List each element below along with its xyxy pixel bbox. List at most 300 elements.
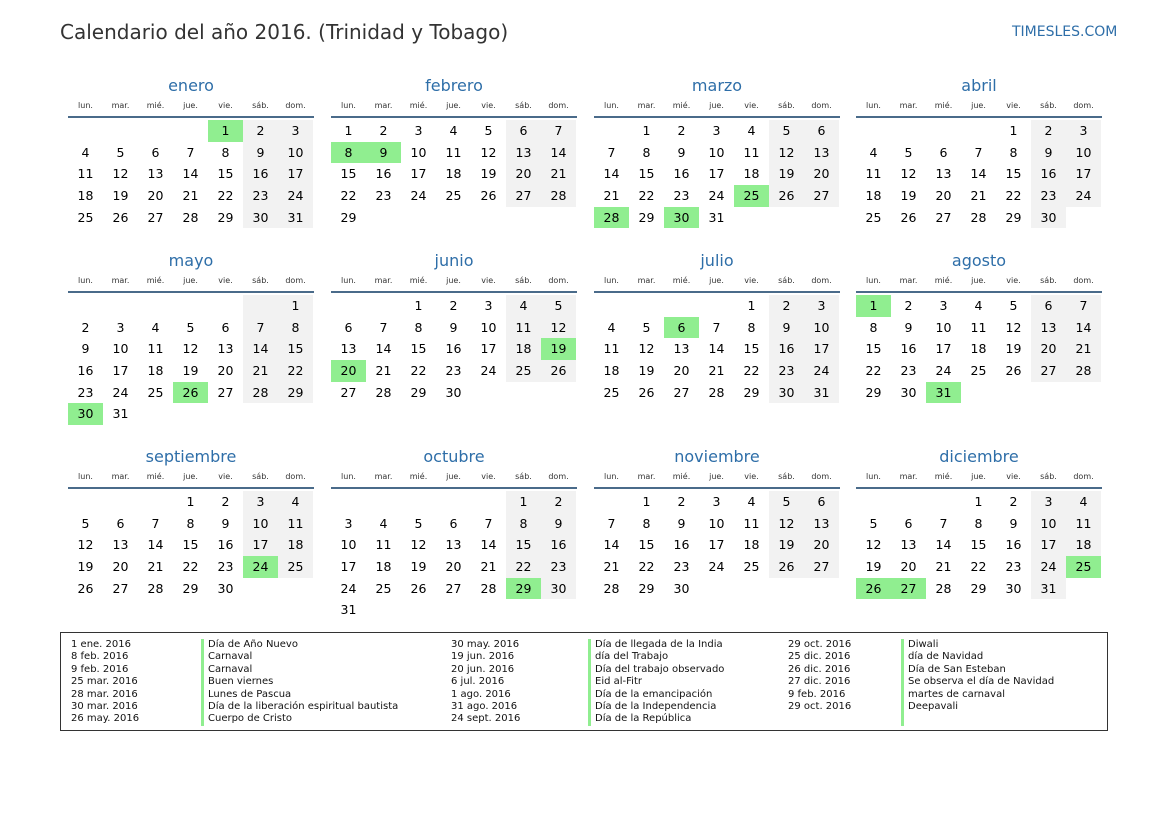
weekday-label: vie. bbox=[218, 276, 233, 285]
weekday-label: mié. bbox=[934, 472, 953, 481]
day-cell: 16 bbox=[243, 163, 278, 185]
day-cell: 8 bbox=[414, 319, 423, 335]
day-cell: 5 bbox=[769, 120, 804, 142]
legend-entry: Día de llegada de la India bbox=[595, 639, 723, 650]
day-cell: 8 bbox=[506, 513, 541, 535]
day-cell: 30 bbox=[243, 207, 278, 229]
day-cell: 9 bbox=[81, 341, 90, 357]
day-cell: 16 bbox=[445, 341, 462, 357]
legend-entry: 27 dic. 2016 bbox=[788, 676, 851, 688]
day-cell: 18 bbox=[603, 363, 620, 379]
day-cell: 3 bbox=[712, 123, 721, 138]
day-cell: 11 bbox=[603, 341, 620, 357]
day-cell: 24 bbox=[804, 360, 839, 382]
empty-cell bbox=[68, 120, 103, 142]
weekday-label: lun. bbox=[866, 472, 881, 481]
weekday-header bbox=[856, 471, 1102, 489]
day-cell: 29 bbox=[970, 580, 987, 596]
legend-entry: Carnaval bbox=[208, 651, 253, 663]
day-cell: 6 bbox=[449, 515, 458, 531]
day-cell: 29 bbox=[410, 384, 427, 400]
month-julio bbox=[594, 247, 840, 403]
day-cell: 27 bbox=[445, 580, 462, 596]
day-cell: 30 bbox=[445, 384, 462, 400]
day-cell: 11 bbox=[506, 317, 541, 339]
day-cell: 24 bbox=[278, 185, 313, 207]
day-cell: 27 bbox=[112, 580, 129, 596]
day-cell: 2 bbox=[904, 298, 913, 313]
empty-cell bbox=[594, 295, 629, 317]
day-cell: 25 bbox=[278, 556, 313, 578]
empty-cell bbox=[699, 295, 734, 317]
weekday-label: lun. bbox=[341, 101, 356, 110]
day-cell: 30 bbox=[1031, 207, 1066, 229]
weekday-label: mié. bbox=[409, 472, 428, 481]
empty-cell bbox=[243, 295, 278, 317]
weekday-label: lun. bbox=[866, 101, 881, 110]
day-cell: 19 bbox=[410, 559, 427, 575]
empty-cell bbox=[594, 120, 629, 142]
day-cell: 5 bbox=[1009, 298, 1018, 313]
day-cell: 24 bbox=[1066, 185, 1101, 207]
month-marzo bbox=[594, 72, 840, 228]
day-cell: 31 bbox=[340, 602, 357, 618]
day-cell: 12 bbox=[112, 166, 129, 182]
day-cell: 7 bbox=[151, 515, 160, 531]
day-cell: 27 bbox=[935, 209, 952, 225]
day-cell: 6 bbox=[804, 491, 839, 513]
month-noviembre bbox=[594, 443, 840, 599]
day-cell: 10 bbox=[340, 537, 357, 553]
day-cell: 1 bbox=[414, 298, 423, 313]
day-cell: 3 bbox=[116, 319, 125, 335]
weekday-label: mié. bbox=[409, 276, 428, 285]
legend-dates-2 bbox=[451, 639, 520, 726]
weekday-label: sáb. bbox=[252, 101, 269, 110]
weekday-label: vie. bbox=[481, 276, 496, 285]
day-cell: 8 bbox=[1009, 144, 1018, 160]
day-cell: 25 bbox=[375, 580, 392, 596]
day-cell: 20 bbox=[112, 559, 129, 575]
weekday-label: sáb. bbox=[778, 276, 795, 285]
day-cell: 2 bbox=[677, 123, 686, 138]
day-cell: 11 bbox=[77, 166, 94, 182]
day-cell: 18 bbox=[77, 188, 94, 204]
day-cell: 10 bbox=[708, 144, 725, 160]
day-cell: 4 bbox=[974, 298, 983, 313]
holiday-day: 19 bbox=[541, 338, 576, 360]
day-cell: 23 bbox=[375, 188, 392, 204]
weekday-label: mar. bbox=[899, 276, 918, 285]
empty-cell bbox=[664, 295, 699, 317]
day-cell: 21 bbox=[541, 163, 576, 185]
legend-entry: Día de la liberación espiritual bautista bbox=[208, 700, 399, 712]
day-cell: 5 bbox=[81, 515, 90, 531]
day-cell: 1 bbox=[506, 491, 541, 513]
weekday-label: vie. bbox=[744, 101, 759, 110]
day-cell: 10 bbox=[1031, 513, 1066, 535]
day-cell: 18 bbox=[1066, 534, 1101, 556]
weekday-label: mar. bbox=[637, 101, 656, 110]
weekday-label: jue. bbox=[709, 276, 724, 285]
weekday-label: vie. bbox=[1006, 276, 1021, 285]
day-cell: 8 bbox=[186, 515, 195, 531]
legend-dates-3 bbox=[788, 639, 851, 713]
day-cell: 4 bbox=[869, 144, 878, 160]
day-grid bbox=[331, 295, 577, 403]
empty-cell bbox=[103, 120, 138, 142]
legend-entry: 31 ago. 2016 bbox=[451, 700, 518, 712]
day-cell: 11 bbox=[278, 513, 313, 535]
day-cell: 21 bbox=[375, 363, 392, 379]
legend-entry: 26 may. 2016 bbox=[71, 713, 140, 725]
empty-cell bbox=[138, 120, 173, 142]
legend-entry: 25 dic. 2016 bbox=[788, 651, 851, 663]
month-name: noviembre bbox=[674, 447, 760, 466]
weekday-label: lun. bbox=[604, 276, 619, 285]
day-cell: 19 bbox=[865, 559, 882, 575]
month-septiembre bbox=[68, 443, 314, 599]
empty-cell bbox=[68, 295, 103, 317]
day-cell: 9 bbox=[449, 319, 458, 335]
brand-link[interactable]: TIMESLES.COM bbox=[1012, 24, 1118, 40]
day-cell: 22 bbox=[638, 188, 655, 204]
legend-entry: 29 oct. 2016 bbox=[788, 700, 852, 712]
day-cell: 16 bbox=[673, 166, 690, 182]
day-cell: 27 bbox=[506, 185, 541, 207]
day-cell: 26 bbox=[769, 556, 804, 578]
day-cell: 18 bbox=[147, 363, 164, 379]
weekday-label: vie. bbox=[1006, 101, 1021, 110]
day-cell: 5 bbox=[642, 319, 651, 335]
day-cell: 7 bbox=[607, 144, 616, 160]
day-cell: 18 bbox=[743, 166, 760, 182]
day-cell: 14 bbox=[147, 537, 164, 553]
day-cell: 17 bbox=[112, 363, 129, 379]
day-cell: 27 bbox=[147, 209, 164, 225]
day-cell: 1 bbox=[186, 494, 195, 509]
day-cell: 29 bbox=[182, 580, 199, 596]
day-cell: 12 bbox=[541, 317, 576, 339]
day-cell: 24 bbox=[708, 559, 725, 575]
month-febrero bbox=[331, 72, 577, 228]
day-cell: 7 bbox=[939, 515, 948, 531]
weekday-label: jue. bbox=[446, 276, 461, 285]
day-cell: 15 bbox=[1005, 166, 1022, 182]
day-cell: 1 bbox=[747, 298, 756, 313]
legend-entry: martes de carnaval bbox=[908, 688, 1005, 700]
empty-cell bbox=[138, 295, 173, 317]
legend-entry: Se observa el día de Navidad bbox=[908, 676, 1055, 688]
weekday-label: jue. bbox=[971, 472, 986, 481]
month-name: junio bbox=[434, 251, 474, 270]
legend-entry: 1 ago. 2016 bbox=[451, 688, 511, 700]
day-cell: 14 bbox=[182, 166, 199, 182]
page-title: Calendario del año 2016. (Trinidad y Tobago) bbox=[60, 20, 509, 44]
day-cell: 21 bbox=[147, 559, 164, 575]
month-name: marzo bbox=[691, 76, 743, 95]
day-cell: 2 bbox=[769, 295, 804, 317]
legend-entry: Cuerpo de Cristo bbox=[208, 713, 293, 725]
day-cell: 8 bbox=[747, 319, 756, 335]
day-cell: 5 bbox=[484, 123, 493, 138]
weekday-label: jue. bbox=[971, 276, 986, 285]
holiday-day: 27 bbox=[891, 578, 926, 600]
empty-cell bbox=[891, 491, 926, 513]
day-cell: 16 bbox=[1031, 163, 1066, 185]
day-cell: 22 bbox=[743, 363, 760, 379]
empty-cell bbox=[331, 491, 366, 513]
day-grid bbox=[856, 295, 1102, 403]
empty-cell bbox=[629, 295, 664, 317]
day-cell: 16 bbox=[375, 166, 392, 182]
legend-entry: 9 feb. 2016 bbox=[71, 663, 129, 675]
day-cell: 29 bbox=[638, 209, 655, 225]
holiday-day: 1 bbox=[208, 120, 243, 142]
day-cell: 23 bbox=[900, 363, 917, 379]
day-cell: 15 bbox=[743, 341, 760, 357]
legend-entry: 30 mar. 2016 bbox=[71, 700, 138, 712]
day-cell: 21 bbox=[603, 559, 620, 575]
day-cell: 9 bbox=[904, 319, 913, 335]
day-cell: 9 bbox=[1031, 142, 1066, 164]
weekday-label: dom. bbox=[1073, 472, 1094, 481]
day-cell: 11 bbox=[375, 537, 392, 553]
day-cell: 13 bbox=[900, 537, 917, 553]
day-cell: 3 bbox=[712, 494, 721, 509]
day-cell: 24 bbox=[480, 363, 497, 379]
day-cell: 9 bbox=[677, 144, 686, 160]
weekday-label: jue. bbox=[183, 101, 198, 110]
month-name: enero bbox=[168, 76, 214, 95]
day-cell: 24 bbox=[1031, 556, 1066, 578]
day-cell: 6 bbox=[1031, 295, 1066, 317]
day-cell: 26 bbox=[112, 209, 129, 225]
weekday-label: dom. bbox=[548, 276, 569, 285]
day-cell: 13 bbox=[1031, 317, 1066, 339]
weekday-label: mié. bbox=[934, 276, 953, 285]
holiday-day: 30 bbox=[68, 403, 103, 425]
day-cell: 28 bbox=[708, 384, 725, 400]
day-cell: 2 bbox=[1031, 120, 1066, 142]
day-cell: 27 bbox=[1031, 360, 1066, 382]
legend-divider bbox=[201, 639, 204, 726]
day-cell: 23 bbox=[77, 384, 94, 400]
legend-entry: 6 jul. 2016 bbox=[451, 676, 505, 688]
day-cell: 25 bbox=[970, 363, 987, 379]
day-cell: 29 bbox=[1005, 209, 1022, 225]
day-cell: 26 bbox=[900, 209, 917, 225]
day-cell: 17 bbox=[410, 166, 427, 182]
day-cell: 24 bbox=[410, 188, 427, 204]
legend-entry: 8 feb. 2016 bbox=[71, 651, 129, 663]
day-cell: 14 bbox=[970, 166, 987, 182]
weekday-label: lun. bbox=[78, 101, 93, 110]
day-cell: 17 bbox=[804, 338, 839, 360]
day-cell: 19 bbox=[112, 188, 129, 204]
weekday-label: mié. bbox=[146, 276, 165, 285]
legend-entry: Día de la emancipación bbox=[595, 688, 713, 700]
weekday-label: sáb. bbox=[778, 472, 795, 481]
day-cell: 25 bbox=[445, 188, 462, 204]
legend-entry: 1 ene. 2016 bbox=[71, 639, 131, 650]
day-cell: 28 bbox=[541, 185, 576, 207]
day-cell: 12 bbox=[865, 537, 882, 553]
day-cell: 3 bbox=[278, 120, 313, 142]
day-cell: 18 bbox=[970, 341, 987, 357]
holiday-day: 24 bbox=[243, 556, 278, 578]
day-cell: 28 bbox=[1066, 360, 1101, 382]
day-cell: 1 bbox=[642, 123, 651, 138]
weekday-header bbox=[68, 275, 314, 293]
day-cell: 22 bbox=[506, 556, 541, 578]
weekday-header bbox=[68, 471, 314, 489]
holiday-day: 26 bbox=[173, 382, 208, 404]
day-cell: 17 bbox=[340, 559, 357, 575]
day-cell: 29 bbox=[217, 209, 234, 225]
day-cell: 23 bbox=[769, 360, 804, 382]
day-cell: 14 bbox=[243, 338, 278, 360]
weekday-label: dom. bbox=[811, 276, 832, 285]
day-cell: 15 bbox=[638, 537, 655, 553]
weekday-label: sáb. bbox=[778, 101, 795, 110]
day-cell: 22 bbox=[217, 188, 234, 204]
legend-entry: Día del trabajo observado bbox=[595, 663, 725, 675]
day-cell: 21 bbox=[243, 360, 278, 382]
day-cell: 6 bbox=[904, 515, 913, 531]
day-cell: 7 bbox=[186, 144, 195, 160]
day-cell: 18 bbox=[743, 537, 760, 553]
day-cell: 3 bbox=[1031, 491, 1066, 513]
day-cell: 13 bbox=[340, 341, 357, 357]
day-cell: 7 bbox=[379, 319, 388, 335]
day-cell: 30 bbox=[1005, 580, 1022, 596]
legend-entry: 9 feb. 2016 bbox=[788, 688, 846, 700]
day-cell: 10 bbox=[278, 142, 313, 164]
holiday-day: 31 bbox=[926, 382, 961, 404]
day-cell: 9 bbox=[541, 513, 576, 535]
day-cell: 25 bbox=[743, 559, 760, 575]
weekday-label: dom. bbox=[548, 101, 569, 110]
day-cell: 26 bbox=[410, 580, 427, 596]
legend-entry: Día de la Independencia bbox=[595, 700, 717, 712]
weekday-label: dom. bbox=[285, 276, 306, 285]
day-cell: 17 bbox=[243, 534, 278, 556]
empty-cell bbox=[856, 491, 891, 513]
day-cell: 30 bbox=[900, 384, 917, 400]
day-cell: 26 bbox=[769, 185, 804, 207]
holiday-day: 30 bbox=[664, 207, 699, 229]
day-cell: 25 bbox=[77, 209, 94, 225]
holiday-day: 28 bbox=[594, 207, 629, 229]
month-name: diciembre bbox=[939, 447, 1019, 466]
day-cell: 12 bbox=[769, 142, 804, 164]
day-cell: 18 bbox=[375, 559, 392, 575]
weekday-header bbox=[594, 275, 840, 293]
day-cell: 19 bbox=[182, 363, 199, 379]
month-name: octubre bbox=[423, 447, 485, 466]
month-name: febrero bbox=[425, 76, 483, 95]
day-cell: 23 bbox=[445, 363, 462, 379]
day-cell: 27 bbox=[804, 556, 839, 578]
day-cell: 20 bbox=[445, 559, 462, 575]
day-cell: 20 bbox=[147, 188, 164, 204]
day-cell: 12 bbox=[638, 341, 655, 357]
holiday-legend bbox=[60, 632, 1108, 731]
month-name: julio bbox=[700, 251, 734, 270]
day-cell: 21 bbox=[480, 559, 497, 575]
weekday-label: lun. bbox=[78, 472, 93, 481]
day-cell: 15 bbox=[182, 537, 199, 553]
day-cell: 15 bbox=[217, 166, 234, 182]
legend-entry: día del Trabajo bbox=[595, 651, 669, 663]
day-cell: 4 bbox=[607, 319, 616, 335]
month-mayo bbox=[68, 247, 314, 425]
holiday-day: 29 bbox=[506, 578, 541, 600]
legend-entry: Diwali bbox=[908, 639, 939, 650]
weekday-header bbox=[856, 100, 1102, 118]
legend-names-1 bbox=[208, 639, 398, 726]
day-cell: 16 bbox=[541, 534, 576, 556]
weekday-label: vie. bbox=[218, 101, 233, 110]
day-cell: 2 bbox=[677, 494, 686, 509]
day-grid bbox=[68, 491, 314, 599]
day-cell: 1 bbox=[642, 494, 651, 509]
day-cell: 20 bbox=[900, 559, 917, 575]
day-cell: 19 bbox=[1005, 341, 1022, 357]
holiday-day: 25 bbox=[1066, 556, 1101, 578]
day-cell: 22 bbox=[410, 363, 427, 379]
day-cell: 27 bbox=[217, 384, 234, 400]
day-cell: 18 bbox=[865, 188, 882, 204]
weekday-label: sáb. bbox=[515, 276, 532, 285]
day-cell: 12 bbox=[1005, 319, 1022, 335]
day-grid bbox=[331, 491, 577, 621]
day-cell: 15 bbox=[410, 341, 427, 357]
day-cell: 26 bbox=[77, 580, 94, 596]
day-cell: 10 bbox=[243, 513, 278, 535]
empty-cell bbox=[401, 491, 436, 513]
day-cell: 22 bbox=[638, 559, 655, 575]
weekday-label: mié. bbox=[146, 101, 165, 110]
day-cell: 30 bbox=[541, 578, 576, 600]
day-cell: 11 bbox=[970, 319, 987, 335]
day-cell: 28 bbox=[970, 209, 987, 225]
weekday-label: lun. bbox=[341, 472, 356, 481]
weekday-label: jue. bbox=[446, 101, 461, 110]
empty-cell bbox=[103, 295, 138, 317]
day-cell: 5 bbox=[869, 515, 878, 531]
day-cell: 13 bbox=[217, 341, 234, 357]
holiday-day: 1 bbox=[856, 295, 891, 317]
day-cell: 10 bbox=[410, 144, 427, 160]
day-cell: 30 bbox=[217, 580, 234, 596]
legend-entry: 19 jun. 2016 bbox=[451, 651, 515, 663]
day-cell: 28 bbox=[375, 384, 392, 400]
day-cell: 15 bbox=[638, 166, 655, 182]
weekday-label: lun. bbox=[604, 101, 619, 110]
day-cell: 6 bbox=[344, 319, 353, 335]
month-agosto bbox=[856, 247, 1102, 403]
empty-cell bbox=[594, 491, 629, 513]
empty-cell bbox=[138, 491, 173, 513]
day-cell: 2 bbox=[449, 298, 458, 313]
weekday-label: lun. bbox=[78, 276, 93, 285]
holiday-day: 26 bbox=[856, 578, 891, 600]
day-cell: 2 bbox=[81, 319, 90, 335]
empty-cell bbox=[961, 120, 996, 142]
day-cell: 4 bbox=[151, 319, 160, 335]
